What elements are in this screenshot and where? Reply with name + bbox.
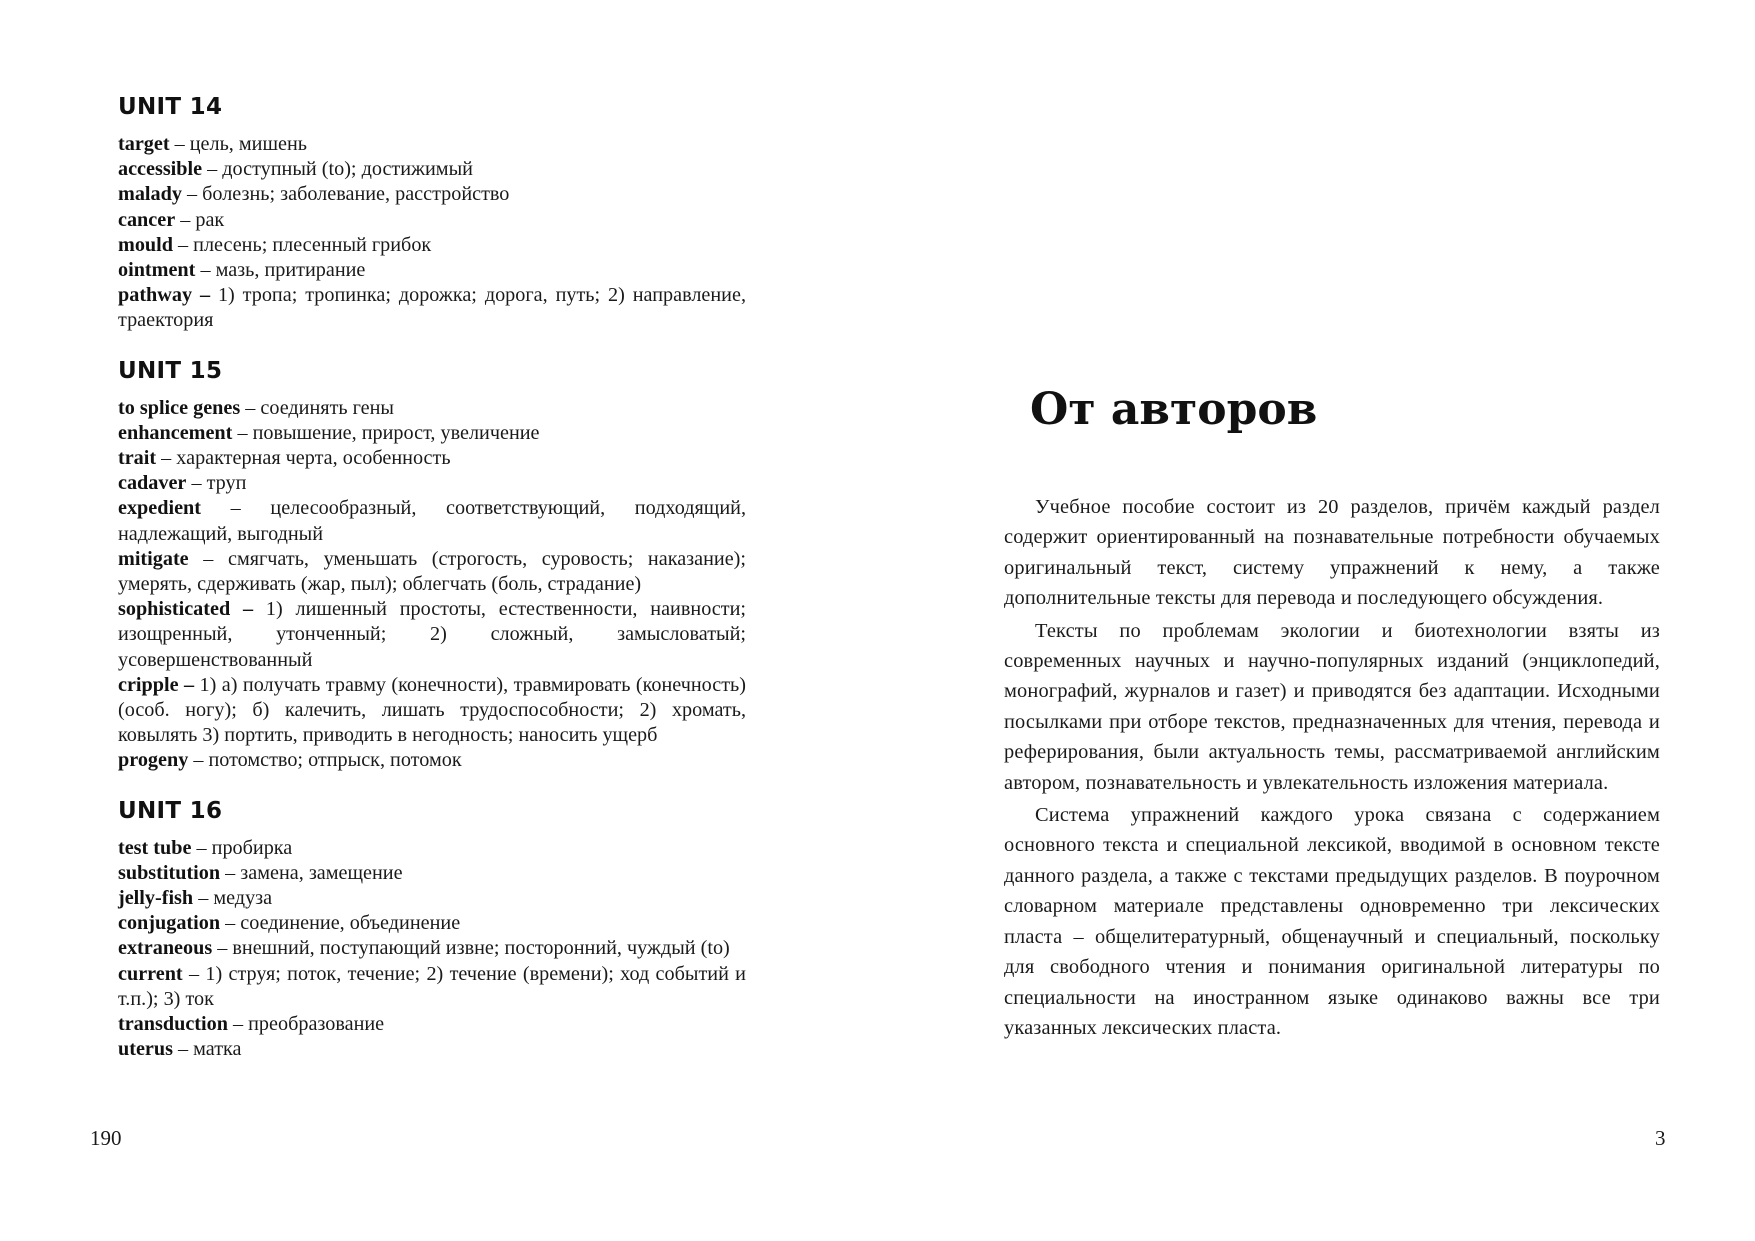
glossary-definition: – 1) струя; поток, течение; 2) течение (времени); ход событий и т.п.); 3) ток bbox=[118, 962, 746, 1010]
glossary-term: cripple – bbox=[118, 673, 195, 696]
glossary-term: enhancement bbox=[118, 421, 233, 444]
glossary-definition: – внешний, поступающий извне; посторонний, чуждый (to) bbox=[212, 937, 730, 960]
right-page bbox=[1004, 380, 1660, 1045]
glossary-definition: – целесообразный, соответствующий, подходящий, надлежащий, выгодный bbox=[118, 497, 746, 545]
glossary-entry bbox=[118, 283, 746, 333]
glossary-definition: – рак bbox=[175, 208, 225, 231]
glossary-entry bbox=[118, 911, 746, 936]
page-title: От авторов bbox=[1030, 384, 1318, 435]
glossary-definition: 1) тропа; тропинка; дорожка; дорога, путь; 2) направление, траектория bbox=[118, 284, 746, 332]
glossary-term: expedient bbox=[118, 497, 201, 520]
glossary-definition: – соединение, объединение bbox=[220, 912, 461, 935]
glossary-term: pathway – bbox=[118, 284, 211, 307]
glossary-entry bbox=[118, 936, 746, 961]
page-number-left: 190 bbox=[90, 1126, 122, 1150]
glossary-term: mitigate bbox=[118, 547, 189, 570]
glossary-term: target bbox=[118, 133, 170, 155]
paragraph: Система упражнений каждого урока связана с содержанием основного текста и специальной лексикой, вводимой в основном тексте данного раздела, а также с текстами предыдущих разделов. В поурочном словарном материале представлены одновременно три лексических пласта – общелитературный, общенаучный и специальный, поскольку для свободного чтения и понимания оригинальной литературы по специальности на иностранном языке одинаково важны все три указанных лексических пласта. bbox=[1004, 804, 1660, 1039]
glossary-entry bbox=[118, 962, 746, 1012]
glossary-definition: 1) а) получать травму (конечности), травмировать (конечность) (особ. ногу); б) калечить, лишать трудоспособности; 2) хромать, ковылять 3) портить, приводить в негодность; наносить ущерб bbox=[118, 673, 746, 747]
glossary-definition: – пробирка bbox=[191, 836, 293, 859]
glossary-entry bbox=[118, 836, 746, 861]
unit-15 bbox=[118, 356, 746, 774]
glossary-term: jelly-fish bbox=[118, 887, 194, 910]
unit-title: UNIT 14 bbox=[118, 94, 223, 120]
glossary-term: accessible bbox=[118, 158, 203, 181]
left-page bbox=[118, 92, 746, 1085]
glossary-definition: – болезнь; заболевание, расстройство bbox=[181, 183, 510, 206]
glossary-term: cancer bbox=[118, 208, 176, 231]
glossary-entry bbox=[118, 547, 746, 597]
unit-title: UNIT 16 bbox=[118, 797, 223, 824]
glossary-definition: – цель, мишень bbox=[169, 133, 307, 155]
paragraph: Учебное пособие состоит из 20 разделов, причём каждый раздел содержит ориентированный на познавательные потребности обучаемых оригинальный текст, систему упражнений к нему, а также дополнительные тексты для перевода и последующего обсуждения. bbox=[1004, 496, 1660, 610]
paragraph: Тексты по проблемам экологии и биотехнологии взяты из современных научных и научно-популярных изданий (энциклопедий, монографий, журналов и газет) и приводятся без адаптации. Исходными посылками при отборе текстов, предназначенных для чтения, перевода и реферирования, были актуальность темы, рассматриваемой английским автором, познавательность и увлекательность изложения материала. bbox=[1004, 619, 1660, 794]
glossary-definition: – характерная черта, особенность bbox=[156, 447, 451, 470]
glossary-term: substitution bbox=[118, 861, 221, 884]
page-number-right: 3 bbox=[1655, 1126, 1666, 1150]
glossary-definition: – мазь, притирание bbox=[195, 259, 366, 282]
glossary-entry bbox=[118, 396, 746, 421]
glossary-entry bbox=[118, 748, 746, 773]
glossary-term: mould bbox=[118, 233, 173, 256]
glossary-term: uterus bbox=[118, 1038, 173, 1061]
glossary-definition: – повышение, прирост, увеличение bbox=[232, 421, 540, 444]
glossary-entry bbox=[118, 1037, 746, 1062]
glossary-entry bbox=[118, 496, 746, 546]
glossary-term: cadaver bbox=[118, 472, 187, 495]
unit-14 bbox=[118, 92, 746, 334]
glossary-term: transduction bbox=[118, 1013, 228, 1036]
glossary-entry bbox=[118, 1012, 746, 1037]
glossary-term: to splice genes bbox=[118, 396, 241, 419]
glossary-entry bbox=[118, 258, 746, 283]
glossary-entry bbox=[118, 182, 746, 207]
glossary-term: current bbox=[118, 962, 183, 985]
glossary-term: ointment bbox=[118, 259, 196, 282]
glossary-entry bbox=[118, 132, 746, 157]
glossary-definition: – матка bbox=[172, 1038, 242, 1061]
glossary-entry bbox=[118, 446, 746, 471]
glossary-definition: – замена, замещение bbox=[220, 861, 403, 884]
glossary-entry bbox=[118, 233, 746, 258]
glossary-term: test tube bbox=[118, 836, 192, 859]
glossary-definition: – смягчать, уменьшать (строгость, суровость; наказание); умерять, сдерживать (жар, пыл); облегчать (боль, страдание) bbox=[118, 547, 746, 596]
glossary-term: malady bbox=[118, 183, 182, 206]
glossary-definition: – доступный (to); достижимый bbox=[202, 158, 473, 181]
glossary-entry bbox=[118, 673, 746, 749]
glossary-term: trait bbox=[118, 447, 157, 470]
glossary-definition: – преобразование bbox=[227, 1013, 385, 1036]
glossary-entry bbox=[118, 861, 746, 886]
glossary-definition: – потомство; отпрыск, потомок bbox=[188, 749, 462, 772]
glossary-term: progeny bbox=[118, 749, 189, 772]
glossary-definition: – соединять гены bbox=[240, 396, 394, 419]
glossary-definition: – медуза bbox=[193, 887, 273, 910]
glossary-term: extraneous bbox=[118, 937, 213, 960]
glossary-entry bbox=[118, 421, 746, 446]
glossary-entry bbox=[118, 157, 746, 182]
glossary-definition: 1) лишенный простоты, естественности, наивности; изощренный, утонченный; 2) сложный, замысловатый; усовершенствованный bbox=[118, 598, 746, 671]
glossary-entry bbox=[118, 597, 746, 673]
unit-16 bbox=[118, 796, 746, 1063]
glossary-entry bbox=[118, 471, 746, 496]
glossary-entry bbox=[118, 886, 746, 911]
glossary-definition: – плесень; плесенный грибок bbox=[172, 233, 432, 256]
glossary-definition: – труп bbox=[186, 472, 247, 495]
glossary-term: conjugation bbox=[118, 912, 221, 935]
glossary-entry bbox=[118, 208, 746, 233]
glossary-term: sophisticated – bbox=[118, 598, 254, 621]
unit-title: UNIT 15 bbox=[118, 357, 223, 384]
